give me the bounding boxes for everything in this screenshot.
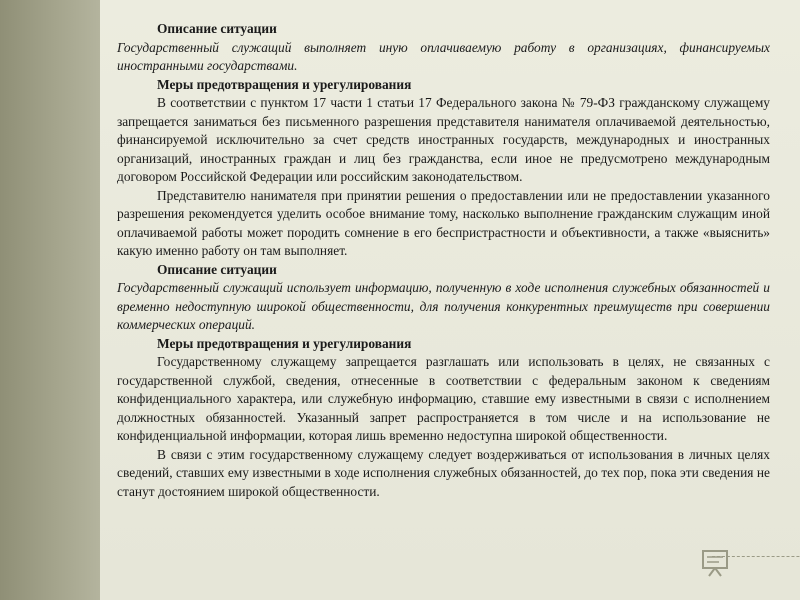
section2-heading: Описание ситуации <box>157 261 277 277</box>
section2-measures-heading: Меры предотвращения и урегулирования <box>157 335 412 351</box>
left-decorative-band <box>0 0 100 600</box>
section1-description: Государственный служащий выполняет иную оплачиваемую работу в организациях, финансируемых иностранными государствами. <box>117 39 770 73</box>
section2-paragraph-1: Государственному служащему запрещается разглашать или использовать в целях, не связанных с государственной службой, сведения, отнесенные в соответствии с федеральным законом к сведениям конфиденциального характера, или служебную информацию, ставшие ему известными в связи с исполнением должностных обязанностей. Указанный запрет распространяется в том числе и на использование не конфиденциальной информации, которая лишь временно недоступна широкой общественности. <box>117 354 770 443</box>
section2-description: Государственный служащий использует информацию, полученную в ходе исполнения служебных обязанностей и временно недоступную широкой общественности, для получения конкурентных преимуществ при совершении коммерческих операций. <box>117 280 770 332</box>
section1-paragraph-1: В соответствии с пунктом 17 части 1 статьи 17 Федерального закона № 79-ФЗ гражданскому служащему запрещается заниматься без письменного разрешения представителя нанимателя оплачиваемой деятельностью, финансируемой исключительно за счет средств иностранных государств, международных и иностранных организаций, иностранных граждан и лиц без гражданства, если иное не предусмотрено международным договором Российской Федерации или российским законодательством. <box>117 95 770 184</box>
section1-measures-heading: Меры предотвращения и урегулирования <box>157 76 412 92</box>
section1-heading: Описание ситуации <box>157 21 277 36</box>
section2-paragraph-2: В связи с этим государственному служащему следует воздерживаться от использования в личных целях сведений, ставших ему известными в ходе исполнения служебных обязанностей, до тех пор, пока эти сведения не станут достоянием широкой общественности. <box>117 446 770 499</box>
presentation-slide-icon <box>700 548 730 578</box>
slide <box>100 0 800 600</box>
slide-content <box>117 20 770 501</box>
section1-paragraph-2: Представителю нанимателя при принятии решения о предоставлении или не предоставлении указанного разрешения рекомендуется уделить особое внимание тому, насколько выполнение гражданским служащим иной оплачиваемой работы может породить сомнение в его беспристрастности и объективности, а также «выяснить» какую именно работу он там выполняет. <box>117 187 770 258</box>
